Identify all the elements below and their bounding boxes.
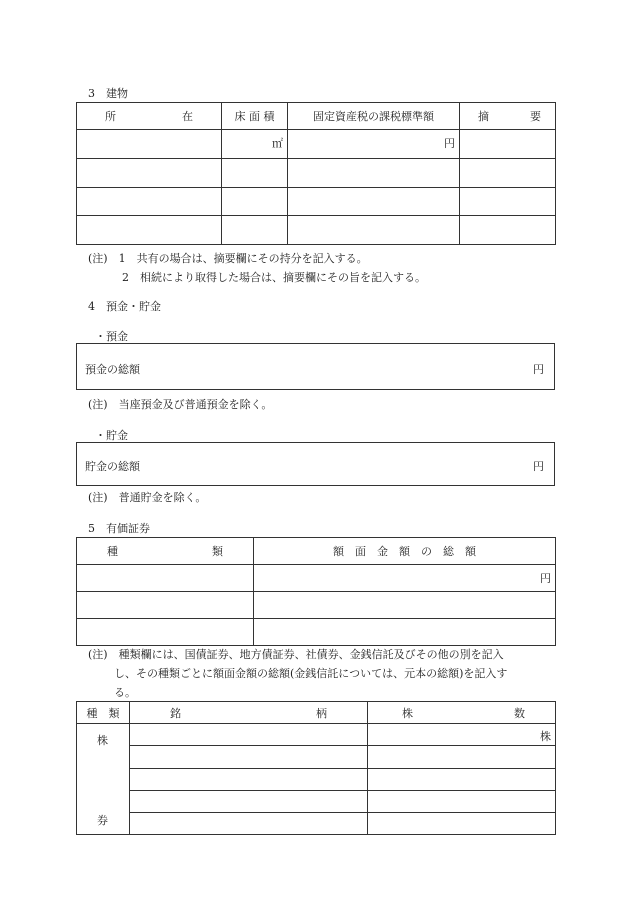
col-brand: 銘 柄 [130,702,368,724]
col-type: 種 類 [77,538,254,565]
chokin-label: 貯金の総額 [85,460,140,473]
col-location: 所 在 [77,103,222,130]
table-row [77,216,556,245]
col-summary: 摘 要 [460,103,556,130]
table-row [77,130,556,159]
yokin-unit: 円 [533,363,544,376]
chokin-note: (注) 普通貯金を除く。 [88,491,207,504]
securities-heading: 5 有価証券 [88,522,150,535]
col-tax-base: 固定資産税の課税標準額 [288,103,460,130]
chokin-subheading: ・貯金 [95,429,128,442]
type-label-bottom: 券 [97,814,108,827]
table-row [77,724,556,746]
table-row [77,159,556,188]
table-row [77,813,556,835]
table-row [77,592,556,619]
yokin-note: (注) 当座預金及び普通預金を除く。 [88,398,273,411]
table-row [77,619,556,646]
chokin-total-field[interactable] [76,442,555,486]
unit-yen[interactable]: 円 [288,130,460,159]
securities-header-row [77,538,556,565]
chokin-unit: 円 [533,460,544,473]
table-row [77,565,556,592]
building-table [76,102,556,245]
securities-note-2: し、その種類ごとに額面金額の総額(金銭信託については、元本の総額)を記入す [114,667,508,680]
col-share-count: 株 数 [368,702,556,724]
col-stock-type: 種 類 [77,702,130,724]
securities-note-3: る。 [114,686,136,699]
table-row [77,188,556,216]
yokin-subheading: ・預金 [95,330,128,343]
building-heading: 3 建物 [88,87,128,100]
stocks-header-row [77,702,556,724]
deposits-heading: 4 預金・貯金 [88,300,161,313]
table-row [77,769,556,791]
stocks-table [76,701,556,835]
yokin-total-field[interactable] [76,343,555,390]
table-row [77,791,556,813]
building-header-row [77,103,556,130]
unit-area[interactable]: ㎡ [222,130,288,159]
securities-note-1: (注) 種類欄には、国債証券、地方債証券、社債券、金銭信託及びその他の別を記入 [88,648,504,661]
building-note-1: (注) 1 共有の場合は、摘要欄にその持分を記入する。 [88,252,368,265]
unit-shares[interactable]: 株 [368,724,556,746]
yokin-label: 預金の総額 [85,363,140,376]
col-floor-area: 床 面 積 [222,103,288,130]
type-label-top: 株 [97,734,108,747]
table-row [77,746,556,769]
stock-type-cell [77,724,130,835]
col-face-total: 額 面 金 額 の 総 額 [254,538,556,565]
securities-table [76,537,556,646]
building-note-2: 2 相続により取得した場合は、摘要欄にその旨を記入する。 [122,271,426,284]
unit-yen[interactable]: 円 [254,565,556,592]
